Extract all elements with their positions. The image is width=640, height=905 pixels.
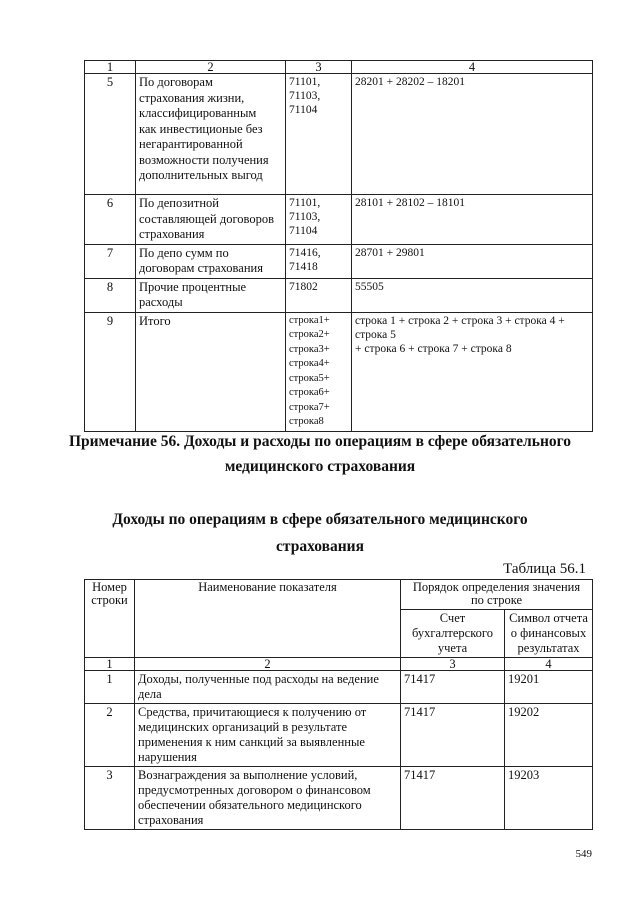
row-number: 9	[85, 312, 136, 431]
text-line: По договорам	[139, 75, 213, 89]
text-line: Доходы, полученные под расходы на ведение	[138, 672, 379, 686]
table-header-row	[85, 580, 593, 610]
text-line: + строка 6 + строка 7 + строка 8	[355, 342, 512, 355]
table-row	[85, 671, 593, 704]
text-line: как инвестиционые без	[139, 121, 263, 136]
text-line: 71418	[289, 260, 318, 273]
text-line: По депо сумм по	[139, 245, 229, 260]
row-symbol: 19202	[505, 704, 593, 767]
continued-table	[84, 60, 593, 432]
row-formula	[352, 244, 593, 278]
header-cell: 3	[286, 61, 352, 74]
row-symbol: 19203	[505, 767, 593, 830]
text-line: 55505	[355, 280, 384, 293]
text-line: 71103,	[289, 211, 321, 223]
text-line: 28701 + 29801	[355, 246, 425, 259]
text-line: По депозитной	[139, 196, 219, 210]
text-line: строка7+	[289, 401, 330, 413]
text-line: обеспечении обязательного медицинского	[138, 798, 362, 812]
row-formula	[352, 278, 593, 312]
text-line: Прочие процентные	[139, 279, 247, 294]
header-account	[401, 610, 505, 658]
row-formula	[352, 312, 593, 431]
row-number: 8	[85, 278, 136, 312]
text-line: классифицированным	[139, 106, 257, 120]
row-accounts	[286, 312, 352, 431]
text-line: дополнительных выгод	[139, 168, 263, 182]
text-line: бухгалтерского	[412, 626, 493, 640]
header-cell: 1	[85, 61, 136, 74]
row-number: 3	[85, 767, 135, 830]
text-line: 28101 + 28102 – 18101	[355, 197, 465, 209]
text-line: 71416,	[289, 246, 321, 259]
row-symbol: 19201	[505, 671, 593, 704]
text-line: расходы	[139, 295, 183, 309]
text-line: Номер	[92, 580, 127, 594]
text-line: 71104	[289, 104, 318, 116]
row-account: 71417	[401, 767, 505, 830]
text-line: договорам страхования	[139, 261, 263, 275]
income-table	[84, 579, 593, 830]
table-row	[85, 704, 593, 767]
row-name	[136, 278, 286, 312]
text-line: дела	[138, 687, 162, 701]
text-line: Счет	[439, 611, 466, 625]
table-row	[85, 74, 593, 195]
text-line: негарантированной	[139, 137, 243, 151]
row-name	[135, 767, 401, 830]
text-line: 71104	[289, 225, 318, 237]
text-line: страхования	[138, 813, 204, 827]
header-cell: 2	[135, 658, 401, 671]
text-line: нарушения	[138, 750, 197, 764]
text-line: учета	[437, 641, 468, 655]
section-title-line-2: страхования	[276, 538, 364, 555]
note-title-line-2: медицинского страхования	[224, 458, 416, 475]
text-line: строка6+	[289, 387, 330, 398]
text-line: строка 1 + строка 2 + строка 3 + строка 4 + строка 5	[355, 314, 565, 341]
row-account: 71417	[401, 704, 505, 767]
text-line: 71103,	[289, 90, 321, 102]
table-label: Таблица 56.1	[503, 561, 586, 577]
row-account: 71417	[401, 671, 505, 704]
row-name	[135, 671, 401, 704]
header-cell: 3	[401, 658, 505, 671]
text-line: 28201 + 28202 – 18201	[355, 76, 465, 88]
section-title-line-1: Доходы по операциям в сфере обязательного медицинского	[112, 511, 528, 528]
page-number: 549	[575, 848, 592, 860]
text-line: применения к ним санкций за выявленные	[138, 735, 365, 749]
header-symbol	[505, 610, 593, 658]
text-line: строки	[91, 593, 128, 607]
text-line: составляющей договоров	[139, 211, 275, 226]
text-line: Символ отчета	[509, 611, 588, 625]
header-row-number	[85, 580, 135, 658]
text-line: Итого	[139, 313, 171, 328]
text-line: о финансовых	[510, 626, 587, 640]
row-accounts	[286, 74, 352, 195]
text-line: строка8	[289, 416, 324, 427]
row-name	[135, 704, 401, 767]
row-formula	[352, 74, 593, 195]
text-line: строка1+	[289, 314, 330, 326]
row-formula	[352, 195, 593, 245]
table-row	[85, 767, 593, 830]
row-number: 5	[85, 74, 136, 195]
row-accounts	[286, 278, 352, 312]
text-line: Вознаграждения за выполнение условий,	[138, 768, 358, 782]
table-row	[85, 195, 593, 245]
row-accounts	[286, 244, 352, 278]
table-header-row	[85, 61, 593, 74]
table-row	[85, 278, 593, 312]
text-line: медицинских организаций в результате	[138, 720, 347, 734]
text-line: строка3+	[289, 343, 330, 355]
table-row	[85, 312, 593, 431]
header-cell: 2	[136, 61, 286, 74]
text-line: результатах	[517, 641, 580, 655]
row-number: 2	[85, 704, 135, 767]
header-cell: 4	[352, 61, 593, 74]
row-number: 7	[85, 244, 136, 278]
table-row	[85, 244, 593, 278]
row-name	[136, 74, 286, 195]
text-line: строка2+	[289, 329, 330, 340]
text-line: предусмотренных договором о финансовом	[138, 783, 371, 797]
text-line: строка4+	[289, 358, 330, 369]
row-name	[136, 312, 286, 431]
text-line: возможности получения	[139, 152, 269, 167]
row-number: 1	[85, 671, 135, 704]
text-line: строка5+	[289, 372, 330, 384]
row-name	[136, 244, 286, 278]
table-numbering-row	[85, 658, 593, 671]
text-line: страхования жизни,	[139, 90, 245, 105]
text-line: Порядок определения значения	[412, 580, 581, 594]
header-cell: 1	[85, 658, 135, 671]
text-line: 71101,	[289, 76, 321, 88]
text-line: по строке	[470, 593, 523, 607]
row-accounts	[286, 195, 352, 245]
text-line: 71101,	[289, 197, 321, 209]
row-name	[136, 195, 286, 245]
text-line: страхования	[139, 227, 205, 241]
text-line: Средства, причитающиеся к получению от	[138, 705, 367, 719]
header-procedure	[401, 580, 593, 610]
header-indicator: Наименование показателя	[135, 580, 401, 658]
note-title-line-1: Примечание 56. Доходы и расходы по операциям в сфере обязательного	[68, 433, 572, 450]
row-number: 6	[85, 195, 136, 245]
header-cell: 4	[505, 658, 593, 671]
text-line: 71802	[289, 280, 318, 293]
